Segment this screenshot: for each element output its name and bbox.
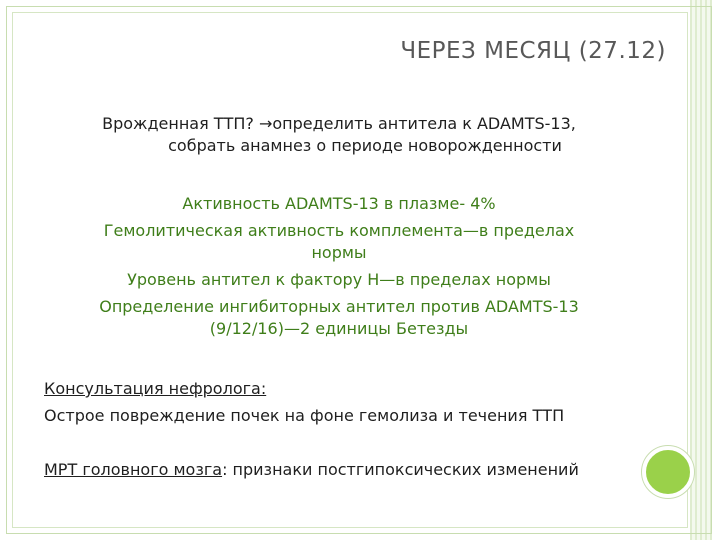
- finding-inhibitor-line-2: (9/12/16)—2 единицы Бетезды: [209, 319, 469, 338]
- mri-paragraph: [44, 460, 622, 479]
- slide-title: ЧЕРЕЗ МЕСЯЦ (27.12): [400, 38, 666, 64]
- finding-factor-h: Уровень антител к фактору Н—в пределах нормы: [127, 270, 551, 289]
- finding-complement-line-1: Гемолитическая активность комплемента—в пределах: [103, 221, 575, 240]
- finding-complement-line-2: нормы: [311, 243, 367, 262]
- intro-line-1: Врожденная ТТП? →определить антитела к ADAMTS-13,: [102, 114, 576, 133]
- mri-text: : признаки постгипоксических изменений: [222, 460, 579, 479]
- finding-adamts-activity: Активность ADAMTS-13 в плазме- 4%: [182, 194, 496, 213]
- decorative-circle: [642, 446, 694, 498]
- mri-heading: МРТ головного мозга: [44, 460, 223, 479]
- nephrologist-text: Острое повреждение почек на фоне гемолиза и течения ТТП: [44, 406, 565, 425]
- intro-line-2: собрать анамнез о периоде новорожденности: [168, 136, 562, 155]
- finding-inhibitor-line-1: Определение ингибиторных антител против ADAMTS-13: [99, 297, 579, 316]
- nephrologist-heading: [44, 379, 266, 398]
- nephrologist-heading-text: Консультация нефролога:: [44, 379, 267, 398]
